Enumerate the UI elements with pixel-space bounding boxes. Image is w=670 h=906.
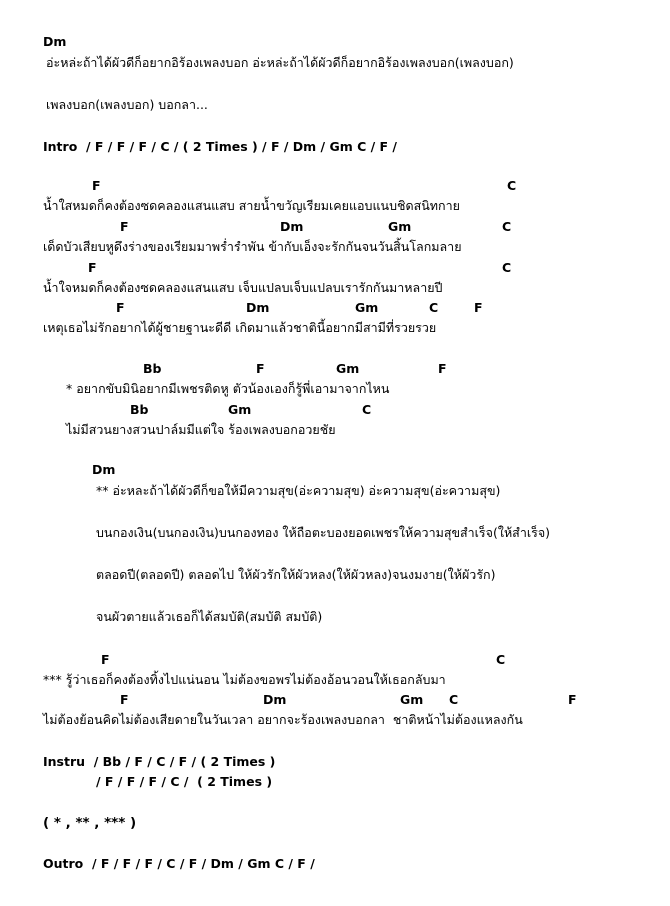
bridge-2-chord-4: C — [449, 692, 459, 707]
pre-chorus-1-lyric: * อยากขับมินิอยากมีเพชรติดหู ตัวน้องเองก็รู้พี่เอามาจากไหน — [66, 381, 390, 396]
outro-progression: Outro / F / F / F / C / F / Dm / Gm C / F / — [43, 856, 315, 871]
chorus-line-1: ** อ่ะหละถ้าได้ผัวดีก็ขอให้มีความสุข(อ่ะความสุข) อ่ะความสุข(อ่ะความสุข) — [96, 483, 501, 498]
pre-chorus-1-chord-1: Bb — [143, 361, 162, 376]
opening-line-2: เพลงบอก(เพลงบอก) บอกลา... — [46, 97, 208, 112]
pre-chorus-1-chord-3: Gm — [336, 361, 360, 376]
verse-2-lyric: เด็ดบัวเสียบหูดึงร่างของเรียมมาพร่ำรำพัน ข้ากับเอ็งจะรักกันจนวันสิ้นโลกมลาย — [43, 239, 462, 254]
chorus-key: Dm — [92, 462, 116, 477]
bridge-2-lyric: ไม่ต้องย้อนคิดไม่ต้องเสียดายในวันเวลา อยากจะร้องเพลงบอกลา ชาติหน้าไม่ต้องแหลงกัน — [43, 712, 523, 727]
verse-2-chord-3: Gm — [388, 219, 412, 234]
bridge-2-chord-3: Gm — [400, 692, 424, 707]
bridge-2-chord-5: F — [568, 692, 577, 707]
verse-4-chord-1: F — [116, 300, 125, 315]
verse-1-chord-1: F — [92, 178, 101, 193]
repeat-note: ( * , ** , *** ) — [43, 815, 137, 831]
verse-1-chord-2: C — [507, 178, 517, 193]
instru-line-2: / F / F / F / C / ( 2 Times ) — [96, 774, 273, 789]
verse-3-lyric: น้ำใจหมดก็คงต้องซดคลองแสนแสบ เจ็บแปลบเจ็บแปลบเรารักกันมาหลายปี — [43, 280, 443, 295]
verse-4-lyric: เหตุเธอไม่รักอยากได้ผู้ชายฐานะดีดี เกิดมาแล้วชาตินี้อยากมีสามีที่รวยรวย — [43, 320, 437, 335]
pre-chorus-1-chord-2: F — [256, 361, 265, 376]
bridge-1-lyric: *** รู้ว่าเธอก็คงต้องทิ้งไปแน่นอน ไม่ต้องขอพรไม่ต้องอ้อนวอนให้เธอกลับมา — [43, 672, 446, 687]
opening-line-1: อ่ะหล่ะถ้าได้ผัวดีก็อยากอิร้องเพลงบอก อ่ะหล่ะถ้าได้ผัวดีก็อยากอิร้องเพลงบอก(เพลงบอก) — [46, 55, 514, 70]
verse-4-chord-3: Gm — [355, 300, 379, 315]
verse-4-chord-2: Dm — [246, 300, 270, 315]
verse-2-chord-4: C — [502, 219, 512, 234]
verse-1-lyric: น้ำใสหมดก็คงต้องซดคลองแสนแสบ สายน้ำขวัญเรียมเคยแอบแนบชิดสนิทกาย — [43, 198, 460, 213]
pre-chorus-2-chord-2: Gm — [228, 402, 252, 417]
chord-intro-key: Dm — [43, 34, 67, 49]
pre-chorus-2-lyric: ไม่มีสวนยางสวนปาล์มมีแต่ใจ ร้องเพลงบอกอวยชัย — [66, 422, 336, 437]
verse-4-chord-4: C — [429, 300, 439, 315]
verse-4-chord-5: F — [474, 300, 483, 315]
verse-3-chord-2: C — [502, 260, 512, 275]
verse-2-chord-2: Dm — [280, 219, 304, 234]
bridge-1-chord-2: C — [496, 652, 506, 667]
pre-chorus-2-chord-1: Bb — [130, 402, 149, 417]
pre-chorus-1-chord-4: F — [438, 361, 447, 376]
instru-line-1: Instru / Bb / F / C / F / ( 2 Times ) — [43, 754, 276, 769]
bridge-1-chord-1: F — [101, 652, 110, 667]
chorus-line-4: จนผัวตายแล้วเธอก็ได้สมบัติ(สมบัติ สมบัติ) — [96, 609, 323, 624]
pre-chorus-2-chord-3: C — [362, 402, 372, 417]
verse-3-chord-1: F — [88, 260, 97, 275]
chorus-line-2: บนกองเงิน(บนกองเงิน)บนกองทอง ให้ถือตะบองยอดเพชรให้ความสุขสำเร็จ(ให้สำเร็จ) — [96, 525, 551, 540]
intro-progression: Intro / F / F / F / C / ( 2 Times ) / F / Dm / Gm C / F / — [43, 139, 397, 154]
chorus-line-3: ตลอดปี(ตลอดปี) ตลอดไป ให้ผัวรักให้ผัวหลง(ให้ผัวหลง)จนงมงาย(ให้ผัวรัก) — [96, 567, 496, 582]
bridge-2-chord-1: F — [120, 692, 129, 707]
verse-2-chord-1: F — [120, 219, 129, 234]
bridge-2-chord-2: Dm — [263, 692, 287, 707]
